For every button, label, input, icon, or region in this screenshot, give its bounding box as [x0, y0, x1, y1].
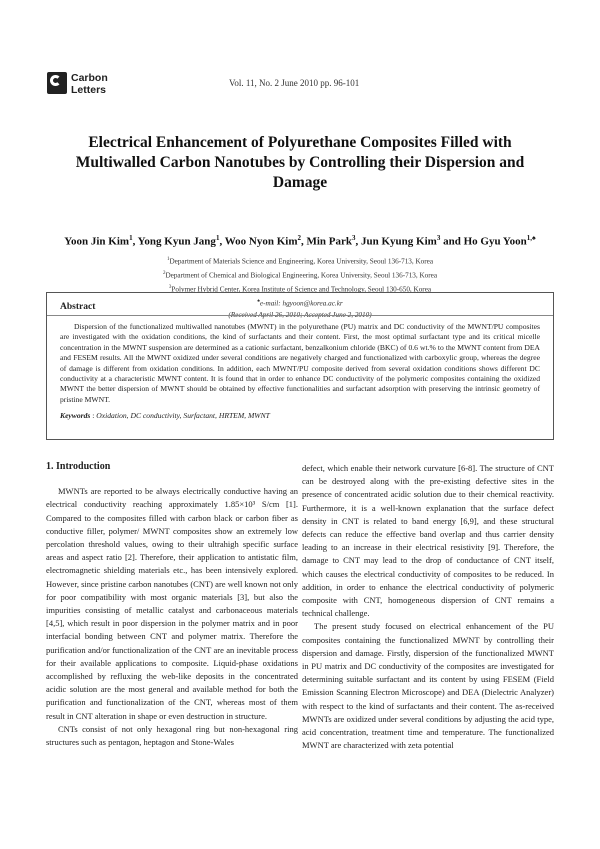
journal-info: Vol. 11, No. 2 June 2010 pp. 96-101	[229, 78, 360, 88]
journal-name: Carbon Letters	[71, 72, 108, 96]
body-paragraph: The present study focused on electrical enhancement of the PU composites containing the functionalized MWNT by controlling their dispersion and damage. Firstly, dispersion of the functionalized MWNT in PU matrix and DC conductivity of the composites are investigated for determining suitable surfactant and its content by using FESEM (Field Emission Scanning Electron Microscope) and DEA (Dielectric Analyzer) with respect to the kind of surfactants and their content. The as-received MWNTs are oxidized under several conditions by adjusting the acid type, acid concentration, treatment time and temperature. The functionalized MWNT are characterized with zeta potential	[302, 621, 554, 751]
author-affiliation-mark: 1	[215, 234, 220, 242]
author-affiliation-mark: 1,♠	[526, 234, 536, 242]
carbon-letters-logo-icon	[47, 72, 67, 94]
abstract-heading: Abstract	[47, 302, 553, 316]
left-column	[46, 460, 298, 749]
affiliation-line: $^2$Department of Chemical and Biological Engineering, Korea University, Seoul 136-713, Korea	[162, 270, 438, 280]
section-heading-introduction: 1. Introduction	[46, 461, 111, 472]
keywords: Keywords : Oxidation, DC conductivity, Surfactant, HRTEM, MWNT	[60, 411, 270, 421]
body-paragraph: CNTs consist of not only hexagonal ring but non-hexagonal ring structures such as pentagon, heptagon and Stone-Wales	[46, 723, 298, 748]
keywords-list: Oxidation, DC conductivity, Surfactant, HRTEM, MWNT	[96, 411, 270, 421]
received-dates: (Received April 26, 2010; Accepted June 2, 2010)	[228, 310, 372, 319]
abstract-box	[46, 292, 554, 440]
author-name: Woo Nyon Kim	[224, 235, 298, 248]
author-name: Yoon Jin Kim	[64, 235, 130, 248]
author-name: Yong Kyun Jang	[137, 235, 216, 248]
abstract-body: Dispersion of the functionalized multiwalled nanotubes (MWNT) in the polyurethane (PU) matrix and DC conductivity of the MWNT/PU composites are investigated with the oxidation conditions, the kind of surfactants and their content. First, the most optimal surfactant type and its critical micelle concentration in the MWNT suspension are determined as a cationic surfactant, benzalkonium chloride (BKC) of 0.6 wt.% to the MWNT content from DEA and FESEM results. All the MWNT oxidized under several conditions are negatively charged and functionalized with carboxylic group, whereas the degree of damage is different from oxidation conditions. In addition, each MWNT/PU composite derived from several oxidation conditions shows different DC conductivity at a characteristic MWNT content. It is found that in order to enhance DC conductivity of the polymeric composites containing the oxidized MWNT the better dispersion of MWNT should be obtained by effective functionalities and surfactant adsorption with preserving the intrinsic geometry of pristine MWNT.	[60, 322, 540, 404]
journal-logo	[47, 72, 108, 96]
paper-title: Electrical Enhancement of Polyurethane Composites Filled with Multiwalled Carbon Nanotubes by Controlling their Dispersion and Damage	[75, 134, 525, 191]
keywords-label: Keywords	[60, 411, 91, 421]
right-column	[302, 462, 554, 752]
author-affiliation-mark: 3	[436, 234, 441, 242]
affiliation-line: $^1$Department of Materials Science and Engineering, Korea University, Seoul 136-713, Korea	[166, 257, 434, 266]
author-affiliation-mark: 3	[352, 234, 356, 242]
author-name: Ho Gyu Yoon	[463, 235, 527, 248]
author-affiliation-mark: 1	[129, 234, 133, 242]
affiliation-line: $^3$Polymer Hybrid Center, Korea Institute of Science and Technology, Seoul 130-650, Korea	[168, 284, 432, 294]
body-paragraph: MWNTs are reported to be always electrically conductive having an electrical conductivity reaching approximately 1.85×10³ S/cm [1]. Compared to the composites filled with carbon black or carbon fiber as conductive filler, polymer/ MWNT composites show an extremely low percolation threshold values, owing to their ultrahigh specific surface areas and aspect ratio [2]. Therefore, their application to antistatic film, electromagnetic shielding materials etc., has been intensively explored. However, since pristine carbon nanotubes (CNT) are well known not only for poor compatibility with most organic materials [3], but also the impurities consisting of metallic catalyst and carbonaceous materials [4,5], which result in poor dispersion in the polymer matrix and in poor interfacial bonding between CNT and polymer matrix. Therefore the purification and/or functionalization of the CNT are an inevitable process for their available applications to composite. Liquid-phase oxidations accomplished by refluxing the web-like deposits in the concentrated acidic solution are the most general and available method for both the purification and functionalization of the CNT, whereas most of them result in CNT alteration in shape or even destruction in structure.	[46, 486, 298, 721]
author-name: Min Park	[306, 235, 353, 248]
author-affiliation-mark: 2	[297, 234, 301, 242]
corresponding-email: ♠e-mail: hgyoon@korea.ac.kr	[257, 298, 343, 308]
body-paragraph: defect, which enable their network curvature [6-8]. The structure of CNT can be destroyed along with the pre-existing defective sites in the presence of concentrated acidic solution due to their chemical reactivity. Furthermore, it is a well-known explanation that the surface defect density in CNT is related to band energy [6,9], and these structural defects can reduce the effective band overlap and thus carrier density leading to an increase in their electrical resistivity [9]. Therefore, the damage to CNT may lead to the drop of conductance of CNT itself, which causes the electrical conductivity of composites to be reduced. In addition, in order to enhance the electrical conductivity of polymeric composite with CNT, homogeneous dispersion of CNT remains a technical challenge.	[302, 463, 554, 619]
author-name: Jun Kyung Kim	[361, 235, 437, 248]
author-list: Yoon Jin Kim$^1$, Yong Kyun Jang$^1$, Woo Nyon Kim$^2$, Min Park$^3$, Jun Kyung Kim$^3$ and Ho Gyu Yoon$^{1,♠}$	[64, 234, 536, 248]
